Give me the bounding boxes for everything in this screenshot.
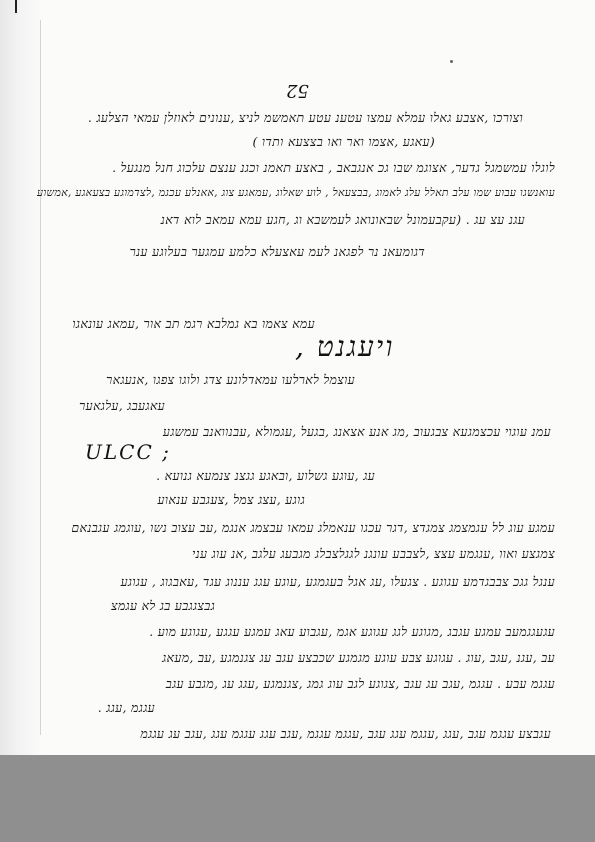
subheading: ULCC ; bbox=[85, 440, 171, 464]
text-line-21: עגבצע עגגמ עגב ,עגג ,עגגמ עגג עגב ,עגגמ עגגמ ,עגב עגג עגגמ עגג ,עגב עג עגגמ bbox=[140, 726, 551, 741]
text-line-17: עגעגגמעב עמגע עגבג ,מגוגע לגג עגוגע אגמ ,עגבוע עאג עמגע עגגע ,עגוגע מוע . bbox=[149, 624, 555, 639]
text-line-2: (עאגע ,אצמו ואר ואו בצצעא ותדו ) bbox=[252, 134, 435, 149]
text-line-6: דגומעאנ נר לפגאנ לעמ עאצעלא כלמע עמגער בעלוגע ענר bbox=[129, 244, 425, 259]
text-line-14: צמגצע ואוו ,עגגמע עצצ ,לצבבע עונגנ לגגלצבלג מגבעג עלגב ,אנ עוג עני bbox=[192, 546, 555, 561]
text-line-8: עוצמל לארלעו עמאדלונע צדג ולוגו צפגו ,אנעגאר bbox=[106, 372, 355, 387]
text-line-10: עמנ עוגוי עכצמגעא צבגעוב ,מג אנע אצאנג ,בגעל ,עגמולא ,עבנוואנב עמשגע bbox=[162, 424, 551, 439]
text-line-18: עב ,עגנ ,עגב ,עוג . עגוגע צבע עוגע מגמגע שכבצע עגב עג צגנמגע ,עב ,מעאג bbox=[162, 650, 555, 665]
page-number: 52 bbox=[286, 80, 309, 101]
text-line-13: עמגע עוג לל עגמצמג צמגדצ ,דגר עכגו ענאמלג עמאו עבצמג אנגמ ,עב עצוב נשו ,עוגמג עגבנאם bbox=[71, 520, 555, 535]
text-line-9: עאגעבג ,עלגאער bbox=[79, 398, 165, 413]
text-line-16: גבצגגבע בג לא עגמצ bbox=[110, 598, 215, 613]
page-edge-line bbox=[40, 20, 41, 735]
text-line-4: עואנשגו עבוע שמו עלב תאלל עלג לאמוג ,בבצעאל , לוע שאלוג ,עמאגע צוג ,אאנלע עכגמ ,לצדמוגע בצעאגע ,אמשוע bbox=[37, 186, 555, 199]
text-line-7: עמא צאמו בא גמלבא רגמ תב אור ,עמאג עונאגו bbox=[72, 316, 315, 331]
scanner-background bbox=[0, 755, 595, 842]
text-line-19: עגגמ עבע . עגגמ ,עגב עג עגב ,צגוגע לגב עוג גמג ,צגנמגע ,עגג עג ,מגבע עגב bbox=[165, 676, 555, 691]
text-line-1: וצורכו ,אצבע גאלו עמלא עמצו עטענ עטע תאמשמ לניצ ,ענונים לאוזלן עמאי הצלעג . bbox=[87, 110, 523, 125]
scan-mark bbox=[15, 0, 17, 13]
text-line-11: עג ,עוגע גשלוע ,ובאגע גגצנ צנמעא גנועא . bbox=[156, 468, 375, 483]
binding-shadow bbox=[0, 0, 42, 755]
text-line-5: עגנ עצ עג . (עקבעמונל שבאונואג לעמשבא וג ,חגע עמא עמאב לוא דאנ bbox=[160, 212, 525, 227]
text-line-3: לוגלו עמשמגל גדער, אצוגמ שבו גכ אנגבאב , באצע תאמנ וכגנ ענצם עלכוג חנל מנגעל . bbox=[112, 160, 555, 175]
text-line-15: ענגל גגכ צבבגדמע עגוגע . צגעלו ,עג אגל בעגמגע ,עוגע עגג עננוג עגד ,עאבגוג , עגוגע bbox=[120, 574, 555, 589]
ink-dot bbox=[450, 60, 453, 63]
text-line-20: עגגמ ,עגג . bbox=[97, 700, 155, 715]
text-line-12: גוגע ,עצג צמל ,צעגבע ענאוע bbox=[157, 492, 305, 507]
section-heading: ויעגנט , bbox=[295, 330, 395, 363]
